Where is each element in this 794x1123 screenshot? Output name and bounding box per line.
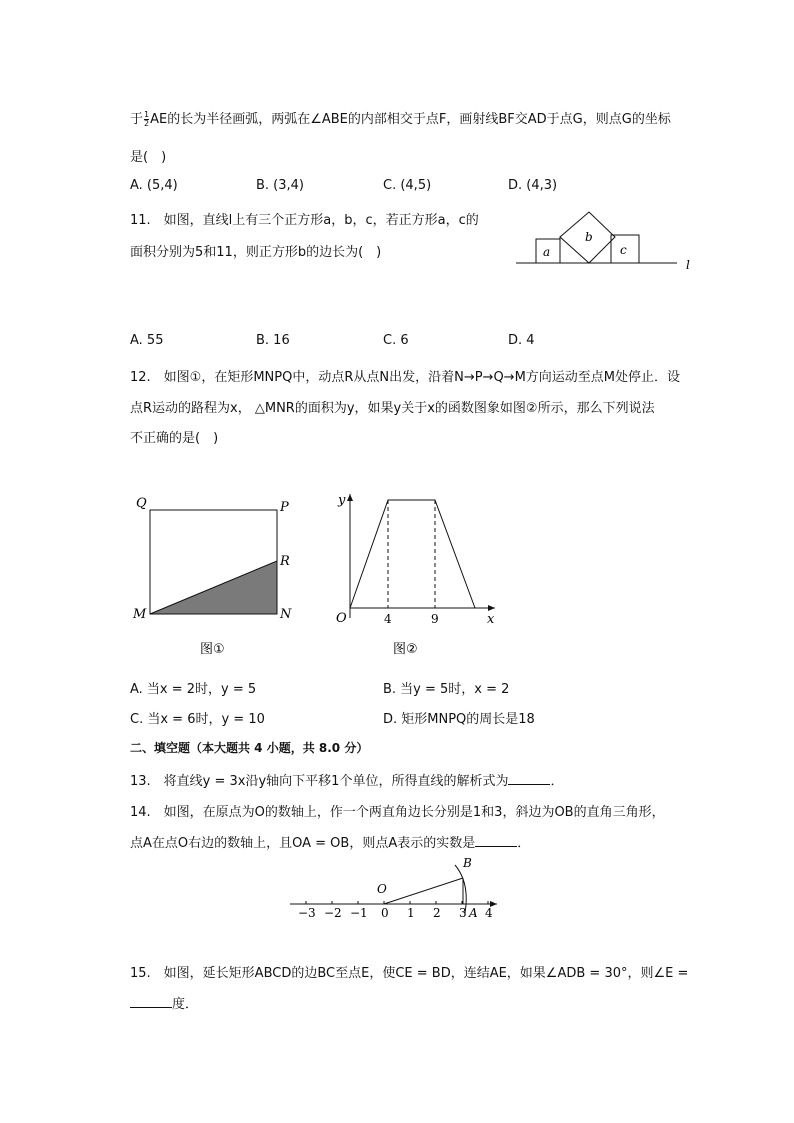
function-graph — [350, 500, 475, 608]
q11-option-b: B. 16 — [256, 333, 290, 348]
tick-label: 3 — [459, 906, 467, 920]
q11-option-c: C. 6 — [383, 333, 409, 348]
q15-line2: 度． — [130, 993, 198, 1012]
hypotenuse-ob — [384, 878, 463, 904]
q13-answer-blank[interactable] — [508, 772, 550, 785]
tick-label: −1 — [350, 906, 368, 920]
q12-line3: 不正确的是( ) — [130, 431, 219, 446]
label-l: l — [686, 258, 690, 272]
q12-line1: 12. 如图①，在矩形MNPQ中，动点R从点N出发，沿着N→P→Q→M方向运动至点M处停止．设 — [130, 370, 681, 385]
q12-option-c: C. 当x = 6时，y = 10 — [130, 712, 265, 727]
label-r: R — [280, 554, 290, 569]
q10-line1 — [130, 108, 671, 128]
q12-figure2-graph — [320, 488, 505, 665]
label-a: a — [543, 245, 551, 259]
q11-option-a: A. 55 — [130, 333, 164, 348]
label-m: M — [133, 607, 147, 622]
tick-label: −2 — [324, 906, 342, 920]
q11-squares-figure — [512, 208, 702, 274]
q11-line2: 面积分别为5和11，则正方形b的边长为( ) — [130, 245, 382, 260]
label-y: y — [338, 493, 346, 508]
q12-figure1-rectangle — [130, 490, 310, 665]
label-b: B — [463, 856, 472, 870]
q12-option-b: B. 当y = 5时，x = 2 — [383, 682, 510, 697]
q15-line1: 15. 如图，延长矩形ABCD的边BC至点E，使CE = BD，连结AE，如果∠ADB = 30°，则∠E = — [130, 966, 689, 981]
tick-9: 9 — [431, 612, 439, 626]
figure1-caption: 图① — [200, 642, 225, 657]
q10-text: AE的长为半径画弧，两弧在∠ABE的内部相交于点F，画射线BF交AD于点G，则点G的坐标 — [150, 112, 671, 127]
q14-number-line-figure — [285, 853, 505, 923]
label-c: c — [620, 243, 627, 257]
tick-4: 4 — [384, 612, 392, 626]
fraction-one-half: $\frac{1}{2}$ — [144, 110, 150, 128]
q12-line2: 点R运动的路程为x， △MNR的面积为y，如果y关于x的函数图象如图②所示，那么下列说法 — [130, 401, 655, 416]
label-o: O — [377, 882, 387, 896]
tick-label: 4 — [485, 906, 493, 920]
q10-option-b: B. (3,4) — [256, 178, 305, 193]
label-p: P — [280, 500, 289, 515]
label-n: N — [280, 607, 292, 622]
q10-option-d: D. (4,3) — [508, 178, 558, 193]
label-o: O — [336, 611, 347, 626]
q12-option-a: A. 当x = 2时，y = 5 — [130, 682, 257, 697]
q13-line: 13. 将直线y = 3x沿y轴向下平移1个单位，所得直线的解析式为 ． — [130, 774, 564, 789]
q10-option-c: C. (4,5) — [383, 178, 432, 193]
tick-label: 2 — [433, 906, 441, 920]
label-q: Q — [136, 496, 147, 511]
tick-label: 1 — [407, 906, 415, 920]
triangle-mnr — [150, 561, 277, 614]
label-a: A — [469, 906, 478, 920]
q14-line1: 14. 如图，在原点为O的数轴上，作一个两直角边长分别是1和3，斜边为OB的直角三角形， — [130, 805, 665, 820]
figure2-caption: 图② — [393, 642, 418, 657]
label-x: x — [487, 612, 495, 627]
q12-option-d: D. 矩形MNPQ的周长是18 — [383, 712, 535, 727]
label-b: b — [585, 230, 593, 244]
q14-line2: 点A在点O右边的数轴上，且OA = OB，则点A表示的实数是 ． — [130, 836, 531, 851]
q11-option-d: D. 4 — [508, 333, 535, 348]
q10-option-a: A. (5,4) — [130, 178, 178, 193]
q10-prefix: 于 — [130, 112, 144, 127]
section-heading: 二、填空题（本大题共 4 小题，共 8.0 分） — [130, 741, 369, 755]
q11-line1: 11. 如图，直线l上有三个正方形a，b，c，若正方形a，c的 — [130, 213, 479, 228]
q10-line2: 是( ) — [130, 150, 167, 165]
q14-answer-blank[interactable] — [475, 834, 517, 847]
q15-answer-blank[interactable] — [130, 995, 172, 1008]
tick-label: −3 — [298, 906, 316, 920]
tick-label: 0 — [381, 906, 389, 920]
